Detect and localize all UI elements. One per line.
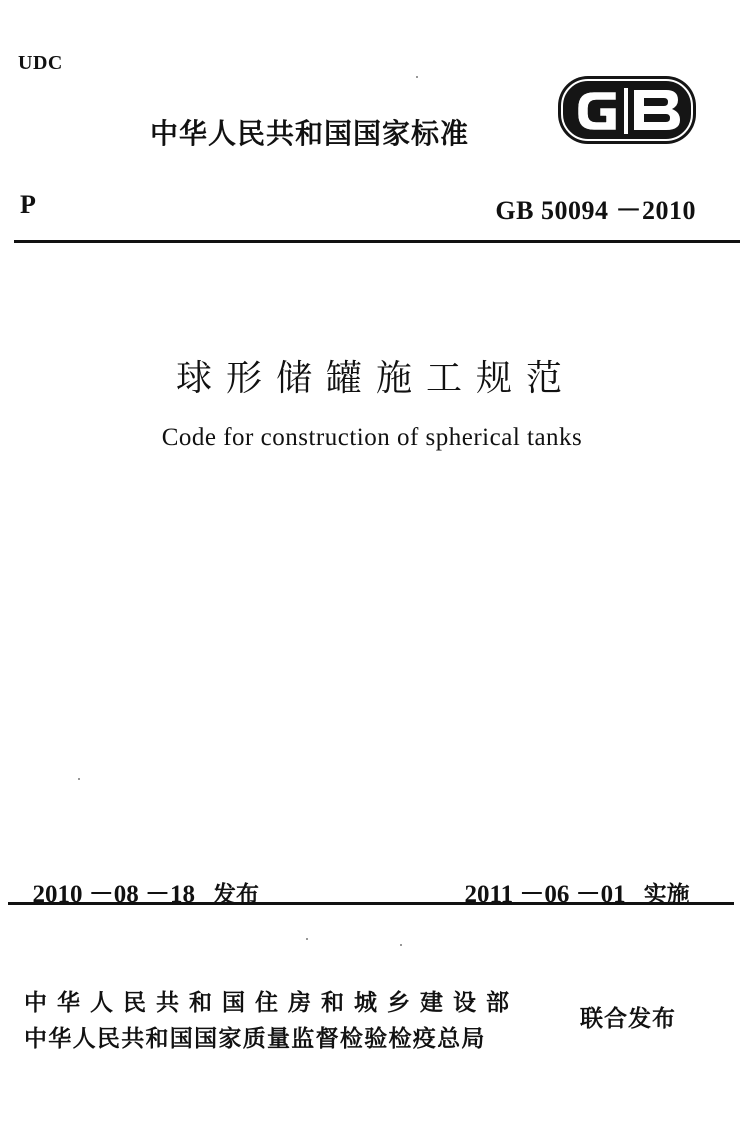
- bottom-divider: [8, 902, 734, 905]
- issuer-aqsiq: 中华人民共和国国家质量监督检验检疫总局: [24, 1026, 486, 1052]
- scan-speck: [306, 938, 308, 940]
- document-title-chinese: 球形储罐施工规范: [175, 358, 576, 399]
- scan-speck: [400, 944, 402, 946]
- standard-number: GB 50094 －2010: [495, 196, 696, 225]
- category-code: P: [20, 190, 36, 219]
- scan-speck: [78, 778, 80, 780]
- implementation-label: 实施: [643, 882, 690, 908]
- top-divider: [14, 240, 740, 243]
- document-title-english: Code for construction of spherical tanks: [161, 424, 583, 451]
- implementation-date-block: [452, 846, 690, 910]
- issue-label: 发布: [213, 882, 260, 908]
- implementation-date: 2011 －06 －01: [464, 881, 626, 908]
- standard-type-heading: 中华人民共和国国家标准: [150, 117, 470, 150]
- issuer-ministry-housing: 中华人民共和国住房和城乡建设部: [24, 990, 519, 1016]
- issue-date: 2010 －08 －18: [32, 881, 196, 908]
- issue-date-block: [20, 846, 259, 910]
- gb-logo-icon: [554, 72, 700, 148]
- scan-speck: [416, 76, 418, 78]
- udc-label: UDC: [18, 52, 63, 74]
- joint-issue-label: 联合发布: [580, 1006, 676, 1032]
